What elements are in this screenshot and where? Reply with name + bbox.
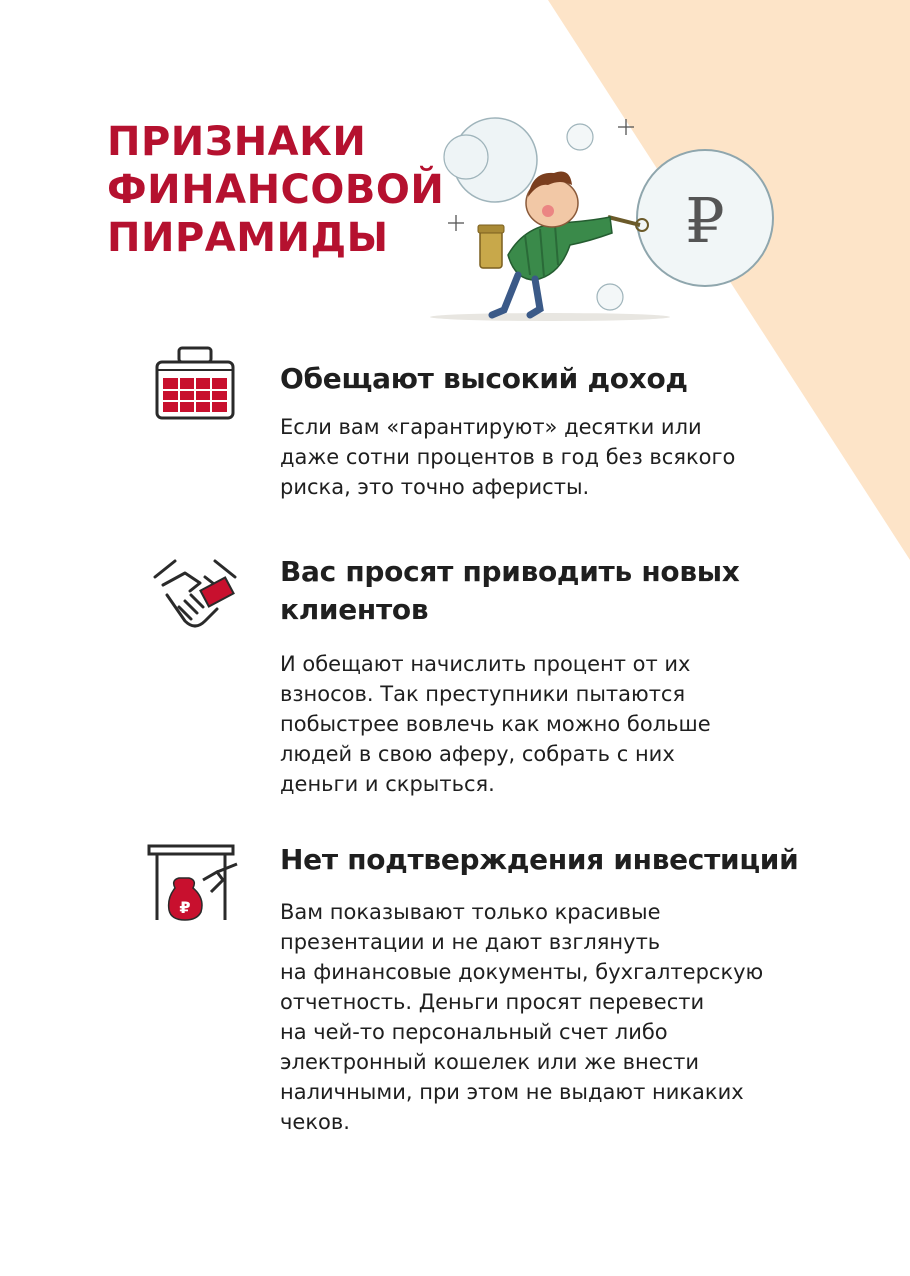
- money-under-table-icon: [145, 840, 245, 930]
- body-line: риска, это точно аферисты.: [280, 475, 590, 499]
- heading-line: Вас просят приводить новых: [280, 555, 740, 588]
- body-line: Вам показывают только красивые: [280, 900, 661, 924]
- body-line: отчетность. Деньги просят перевести: [280, 990, 705, 1014]
- item-heading: [280, 553, 840, 629]
- body-line: электронный кошелек или же внести: [280, 1050, 700, 1074]
- body-line: людей в свою аферу, собрать с них: [280, 742, 675, 766]
- body-line: даже сотни процентов в год без всякого: [280, 445, 736, 469]
- ruble-symbol-icon: ₽: [685, 184, 725, 257]
- body-line: Если вам «гарантируют» десятки или: [280, 415, 702, 439]
- title-line-3: ПИРАМИДЫ: [107, 215, 389, 261]
- title-line-2: ФИНАНСОВОЙ: [107, 167, 445, 213]
- item-body: [280, 649, 840, 799]
- item-body: [280, 412, 840, 502]
- body-line: побыстрее вовлечь как можно больше: [280, 712, 711, 736]
- boy-blowing-ruble-bubble-illustration: [430, 105, 780, 330]
- heading-line: клиентов: [280, 593, 429, 626]
- body-line: И обещают начислить процент от их: [280, 652, 691, 676]
- body-line: взносов. Так преступники пытаются: [280, 682, 686, 706]
- body-line: наличными, при этом не выдают никаких: [280, 1080, 744, 1104]
- item-heading: Обещают высокий доход: [280, 362, 688, 395]
- body-line: на финансовые документы, бухгалтерскую: [280, 960, 764, 984]
- title-line-1: ПРИЗНАКИ: [107, 119, 367, 165]
- item-heading: Нет подтверждения инвестиций: [280, 843, 799, 876]
- body-line: презентации и не дают взглянуть: [280, 930, 661, 954]
- body-line: чеков.: [280, 1110, 350, 1134]
- page-title: [107, 118, 444, 262]
- handshake-with-money-icon: [145, 555, 245, 645]
- item-body: [280, 897, 840, 1137]
- body-line: на чей-то персональный счет либо: [280, 1020, 668, 1044]
- briefcase-with-money-icon: [145, 340, 245, 430]
- ruble-symbol-icon: ₽: [179, 898, 191, 917]
- body-line: деньги и скрыться.: [280, 772, 495, 796]
